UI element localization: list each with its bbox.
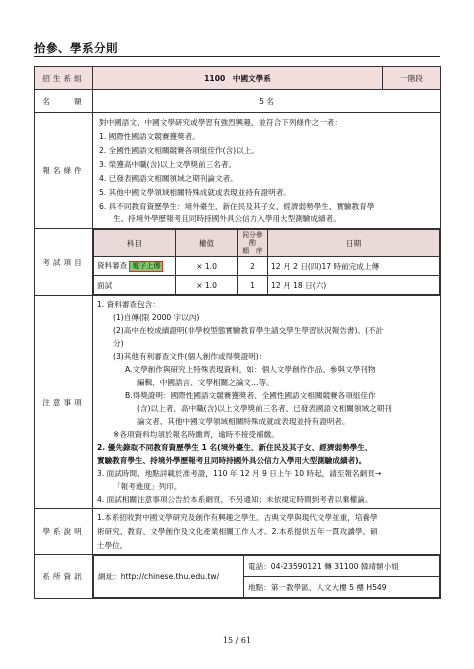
program-label: 招生系組 [35,67,93,90]
description-row [35,509,441,555]
eligibility-label: 報名條件 [35,113,93,229]
exam-weight: × 1.0 [176,257,238,276]
eligibility-row [35,113,441,229]
exam-order: 1 [238,276,268,295]
section-rule [34,56,440,57]
description-line: 術研究、教育、文學創作及文化產業相關工作人才。2.本系提供五年一貫攻讀學、碩 [97,527,378,536]
notes-line: (3)其他有利審查文件(個人創作或得獎證明)： [113,352,267,361]
tiebreak-line1: 同分參酌 [242,231,263,247]
description-line: 1.本系招收對中國文學研究及創作有興趣之學生。古典文學與現代文學並重，培養學 [97,513,378,522]
notes-line: 2. 優先錄取不同教育資歷學生 1 名(境外臺生、新住民及其子女、經濟弱勢學生、 [97,443,373,452]
notes-line: 4. 面試相關注意事項公告於本系網頁，不另通知；未依規定時間到考者以棄權論。 [97,495,373,504]
eligibility-item: 6. 具不同教育資歷學生：境外臺生、新住民及其子女、經濟弱勢學生、實驗教育學 [99,202,375,211]
notes-content [93,296,441,509]
notes-row [35,296,441,509]
exam-header-date: 日期 [268,230,440,257]
program-name: 1100 中國文學系 [93,67,383,90]
exam-weight: × 1.0 [176,276,238,295]
notes-line: 分) [113,339,124,348]
notes-line: B.得獎證明：國際性國語文競賽獲獎者、全國性國語文相關競賽各項組佳作 [125,391,376,400]
exam-row [35,229,441,296]
eligibility-item: 2. 全國性國語文相關競賽各項組佳作(含)以上。 [99,146,259,155]
contact-table [93,555,440,598]
notes-line: 實驗教育學生、持境外學歷報考且同時持國外具公信力入學用大型測驗成績者)。 [97,456,367,465]
eligibility-content [93,113,441,229]
eligibility-item: 3. 榮獲高中職(含)以上文學獎前三名者。 [99,160,237,169]
description-line: 士學位。 [97,541,128,550]
contact-row [35,555,441,599]
stage-value: 一階段 [383,67,441,90]
notes-line: (含)以上者、高中職(含)以上文學獎前三名者、已發表國語文相關領域之期刊 [137,404,392,413]
exam-subject-cell [94,276,176,295]
eligibility-item: 生、持境外學歷報考且同時持國外具公信力入學用大型測驗成績者。 [113,214,341,223]
description-label: 學系說明 [35,509,93,555]
admission-table [34,66,441,599]
exam-header-subject: 科目 [94,230,176,257]
eligibility-intro: 對中國語文、中國文學研究或學習有強烈興趣，並符合下列條件之一者： [99,118,342,127]
section-title: 拾參、學系分則 [34,41,118,55]
exam-header-weight: 權值 [176,230,238,257]
contact-content [93,555,441,599]
exam-table [93,229,440,295]
exam-subject-cell [94,257,176,276]
exam-date: 12 月 18 日(六) [268,276,440,295]
website-link[interactable]: 網址：http://chinese.thu.edu.tw/ [94,556,244,598]
exam-label: 考試項目 [35,229,93,296]
exam-order: 2 [238,257,268,276]
contact-label: 系所資訊 [35,555,93,599]
notes-line: 論文者、其他中國文學領域相關特殊成就或表現並持有證明者。 [137,417,350,426]
exam-content [93,229,441,296]
notes-line: 編輯、中國語言、文學相關之論文…等。 [137,378,274,387]
exam-row-item [94,257,440,276]
exam-header-tiebreak [238,230,268,257]
exam-header-row [94,230,440,257]
notes-line: 1. 資料審查包含： [97,300,160,309]
exam-row-item [94,276,440,295]
page-number: 15 / 61 [222,636,252,645]
exam-date: 12 月 2 日(四)17 時前完成上傳 [268,257,440,276]
notes-line: 「報考進度」列印。 [113,482,182,491]
notes-line: (2)高中在校成績證明(非學校型態實驗教育學生請交學生學習狀況報告書)。(不計 [113,326,384,335]
exam-subject: 資料審查 [97,261,128,270]
tiebreak-line2: 順 序 [242,247,263,255]
upload-tag: 電子上傳 [129,261,163,272]
contact-address: 地點：第一教學區、人文大樓 5 樓 H549 [244,577,440,598]
notes-line: A.文學創作與研究上特殊表現資料，如：個人文學創作作品、參與文學刊物 [125,365,376,374]
eligibility-item: 1. 國際性國語文競賽獲獎者。 [99,132,200,141]
exam-subject: 面試 [97,280,113,290]
description-content [93,509,441,555]
quota-value: 5 名 [93,90,441,113]
eligibility-item: 5. 其他中國文學領域相關特殊成就或表現並持有證明者。 [99,188,291,197]
quota-label: 名 額 [35,90,93,113]
notes-label: 注意事項 [35,296,93,509]
quota-row [35,90,441,113]
notes-line: ※各項資料均須於報名時繳齊，逾時不接受補繳。 [113,430,279,439]
notes-line: (1)自傳(限 2000 字以內) [113,313,200,322]
contact-phone: 電話：04-23590121 轉 31100 韓靖類小姐 [244,556,440,577]
eligibility-item: 4. 已發表國語文相關領域之期刊論文者。 [99,174,238,183]
header-row [35,67,441,90]
notes-line: 3. 面試時間、地點詳載於准考證，110 年 12 月 9 日上午 10 時起，請至報名網頁→ [97,469,382,478]
